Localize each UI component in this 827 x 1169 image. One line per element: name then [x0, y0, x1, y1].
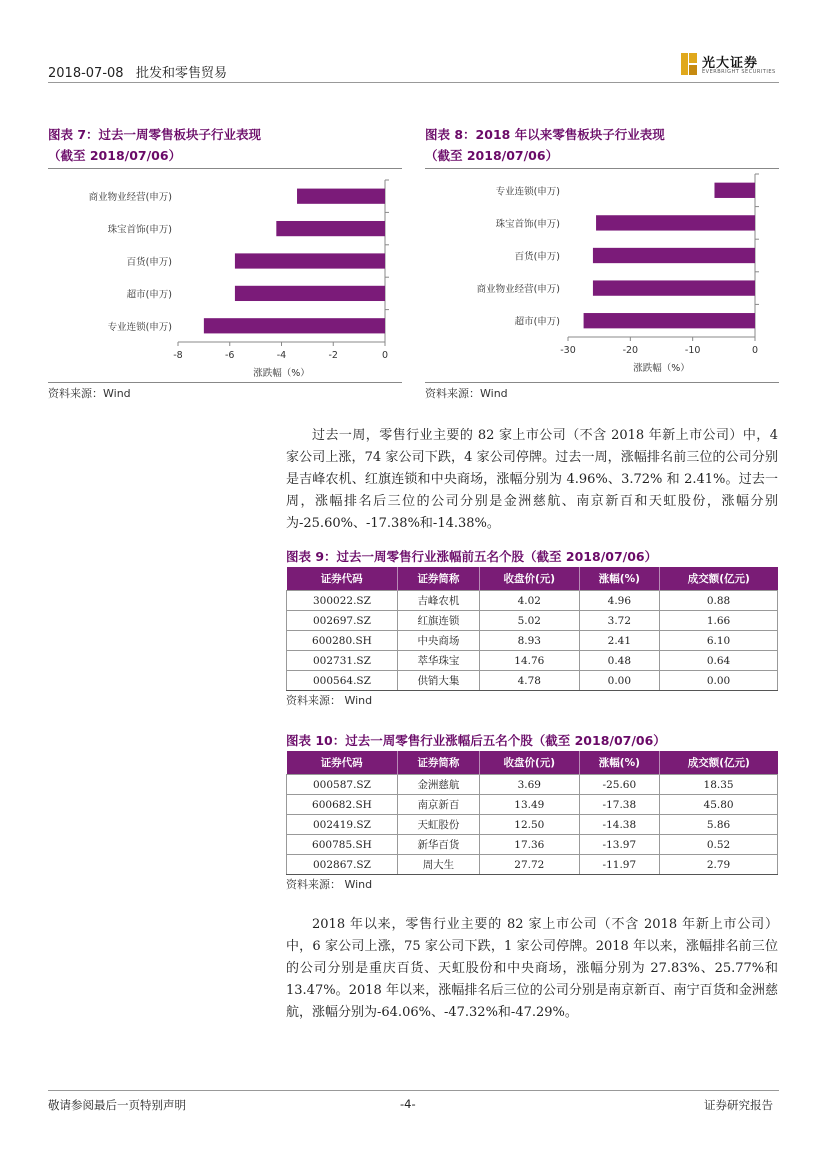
table-cell: 供销大集: [397, 671, 479, 691]
logo-en: EVERBRIGHT SECURITIES: [702, 69, 776, 75]
bar-2: [596, 215, 755, 230]
table-cell: 2.79: [660, 855, 778, 875]
table-row: [287, 631, 778, 651]
table-row: [287, 855, 778, 875]
table-row: [287, 591, 778, 611]
table-cell: 8.93: [479, 631, 579, 651]
header-title: [48, 62, 227, 81]
table10-header-row: [287, 751, 778, 775]
table-cell: 6.10: [660, 631, 778, 651]
table10-source: 资料来源： Wind: [286, 878, 373, 891]
y-tick-label: 商业物业经营(申万): [476, 284, 560, 296]
x-tick-label: -2: [328, 350, 338, 361]
table-cell: 0.48: [579, 651, 660, 671]
table-cell: -13.97: [579, 835, 660, 855]
table-cell: 0.52: [660, 835, 778, 855]
table-cell: 0.64: [660, 651, 778, 671]
table10-title: 图表 10：过去一周零售行业涨幅后五名个股（截至 2018/07/06）: [286, 733, 666, 748]
x-tick-label: -30: [560, 345, 576, 356]
y-tick-label: 专业连锁(申万): [495, 186, 560, 198]
table-row: [287, 775, 778, 795]
fig7-title-line1: 图表 7：过去一周零售板块子行业表现: [48, 127, 262, 142]
table10-header-cell: 涨幅(%): [579, 751, 660, 775]
table-cell: 13.49: [479, 795, 579, 815]
y-tick-label: 百货(申万): [126, 257, 172, 268]
fig8-top-rule: [425, 168, 779, 169]
table-cell: 002697.SZ: [287, 611, 398, 631]
table-cell: 吉峰农机: [397, 591, 479, 611]
table-cell: 3.69: [479, 775, 579, 795]
table9-header-cell: 证券代码: [287, 567, 398, 591]
table-cell: 12.50: [479, 815, 579, 835]
x-tick-label: 0: [751, 345, 759, 356]
fig7-top-rule: [48, 168, 402, 169]
table-cell: 000564.SZ: [287, 671, 398, 691]
x-axis-label: 涨跌幅（%）: [633, 363, 690, 374]
table-cell: 5.86: [660, 815, 778, 835]
table-cell: 002419.SZ: [287, 815, 398, 835]
y-tick-label: 商业物业经营(申万): [88, 192, 172, 204]
table-cell: 0.88: [660, 591, 778, 611]
table-row: [287, 651, 778, 671]
table10-header-cell: 证券代码: [287, 751, 398, 775]
y-tick-label: 专业连锁(申万): [107, 321, 172, 333]
bar-5: [584, 313, 755, 328]
table-cell: 45.80: [660, 795, 778, 815]
fig7-source: 资料来源：Wind: [48, 387, 131, 400]
x-tick-label: -10: [684, 345, 701, 356]
table9-header-cell: 收盘价(元): [479, 567, 579, 591]
x-tick-label: 0: [381, 350, 389, 361]
table-cell: -14.38: [579, 815, 660, 835]
fig7-chart: [48, 172, 402, 380]
bar-4: [235, 286, 385, 301]
x-axis-label: 涨跌幅（%）: [253, 368, 310, 379]
table10-header-cell: 证券简称: [397, 751, 479, 775]
table10: [286, 751, 778, 875]
paragraph-2: 2018 年以来，零售行业主要的 82 家上市公司（不含 2018 年新上市公司）中，6 家公司上涨，75 家公司下跌，1 家公司停牌。2018 年以来，涨幅排名前三位的公司分别是重庆百货、天虹股份和中央商场，涨幅分别为 27.83%、25.77%和 13.47%。2018 年以来，涨幅排名后三位的公司分别是南京新百、南宁百货和金洲慈航，涨幅分别为-64.06%、-47.32%和-47.29%。: [286, 917, 778, 1020]
table-cell: 4.78: [479, 671, 579, 691]
bar-1: [297, 189, 385, 204]
footer-page-number: -4-: [400, 1097, 416, 1111]
table-cell: 新华百货: [397, 835, 479, 855]
bar-1: [714, 183, 755, 198]
footer-doc-type: 证券研究报告: [704, 1098, 773, 1112]
table-cell: 5.02: [479, 611, 579, 631]
table9-header-row: [287, 567, 778, 591]
fig7-title-line2: （截至 2018/07/06）: [48, 148, 182, 163]
y-tick-label: 珠宝首饰(申万): [495, 218, 560, 230]
table-cell: 600785.SH: [287, 835, 398, 855]
table-cell: 中央商场: [397, 631, 479, 651]
table-cell: 600682.SH: [287, 795, 398, 815]
logo-cn: 光大证券: [702, 56, 759, 71]
x-tick-label: -20: [622, 345, 639, 356]
table-cell: 000587.SZ: [287, 775, 398, 795]
fig8-source: 资料来源：Wind: [425, 387, 508, 400]
table-cell: 萃华珠宝: [397, 651, 479, 671]
company-logo: [680, 52, 780, 78]
table-cell: 0.00: [660, 671, 778, 691]
header-date: 2018-07-08: [48, 66, 124, 81]
table10-header-cell: 收盘价(元): [479, 751, 579, 775]
table-cell: 4.96: [579, 591, 660, 611]
table9: [286, 567, 778, 691]
table-cell: 17.36: [479, 835, 579, 855]
bar-2: [276, 221, 385, 236]
footer-divider: [48, 1090, 779, 1091]
fig8-title-line2: （截至 2018/07/06）: [425, 148, 559, 163]
table-cell: 周大生: [397, 855, 479, 875]
table-cell: 300022.SZ: [287, 591, 398, 611]
y-tick-label: 百货(申万): [514, 251, 560, 263]
bar-3: [235, 253, 385, 268]
table-row: [287, 795, 778, 815]
footer-disclaimer: 敬请参阅最后一页特别声明: [48, 1098, 186, 1112]
y-tick-label: 珠宝首饰(申万): [107, 224, 172, 236]
x-tick-label: -6: [225, 350, 235, 361]
table-cell: 2.41: [579, 631, 660, 651]
y-tick-label: 超市(申万): [514, 316, 560, 328]
table-cell: 4.02: [479, 591, 579, 611]
paragraph-1: 过去一周，零售行业主要的 82 家上市公司（不含 2018 年新上市公司）中，4 家公司上涨，74 家公司下跌，4 家公司停牌。过去一周，涨幅排名前三位的公司分别是吉峰农机、红旗连锁和中央商场，涨幅分别为 4.96%、3.72% 和 2.41%。过去一周，涨幅排名后三位的公司分别是金洲慈航、南京新百和天虹股份，涨幅分别为-25.60%、-17.38%和-14.38%。: [286, 428, 778, 531]
table9-source: 资料来源： Wind: [286, 694, 373, 707]
y-tick-label: 超市(申万): [126, 289, 172, 301]
table-cell: -11.97: [579, 855, 660, 875]
table-cell: 002731.SZ: [287, 651, 398, 671]
table-cell: 红旗连锁: [397, 611, 479, 631]
table-row: [287, 815, 778, 835]
table-row: [287, 671, 778, 691]
fig8-title: [425, 124, 665, 166]
table-cell: 002867.SZ: [287, 855, 398, 875]
bar-5: [204, 318, 385, 333]
table-cell: 27.72: [479, 855, 579, 875]
table-cell: 600280.SH: [287, 631, 398, 651]
table-cell: 0.00: [579, 671, 660, 691]
header-industry: 批发和零售贸易: [135, 66, 227, 81]
table-cell: 3.72: [579, 611, 660, 631]
bar-4: [593, 280, 755, 295]
table-cell: -25.60: [579, 775, 660, 795]
table-cell: 天虹股份: [397, 815, 479, 835]
fig7-title: [48, 124, 261, 166]
fig8-bottom-rule: [425, 382, 779, 383]
table-row: [287, 611, 778, 631]
table-cell: 18.35: [660, 775, 778, 795]
fig8-chart: [425, 172, 779, 380]
x-tick-label: -4: [276, 350, 287, 361]
table-row: [287, 835, 778, 855]
table-cell: 南京新百: [397, 795, 479, 815]
table9-header-cell: 证券简称: [397, 567, 479, 591]
table9-header-cell: 涨幅(%): [579, 567, 660, 591]
fig7-bottom-rule: [48, 382, 402, 383]
table-cell: 14.76: [479, 651, 579, 671]
logo-icon: [680, 52, 698, 76]
table-cell: -17.38: [579, 795, 660, 815]
table-cell: 1.66: [660, 611, 778, 631]
table9-title: 图表 9：过去一周零售行业涨幅前五名个股（截至 2018/07/06）: [286, 549, 658, 564]
x-tick-label: -8: [173, 350, 183, 361]
fig8-title-line1: 图表 8：2018 年以来零售板块子行业表现: [425, 127, 665, 142]
table9-header-cell: 成交额(亿元): [660, 567, 778, 591]
table10-header-cell: 成交额(亿元): [660, 751, 778, 775]
header-divider: [48, 82, 779, 83]
bar-3: [593, 248, 755, 263]
table-cell: 金洲慈航: [397, 775, 479, 795]
